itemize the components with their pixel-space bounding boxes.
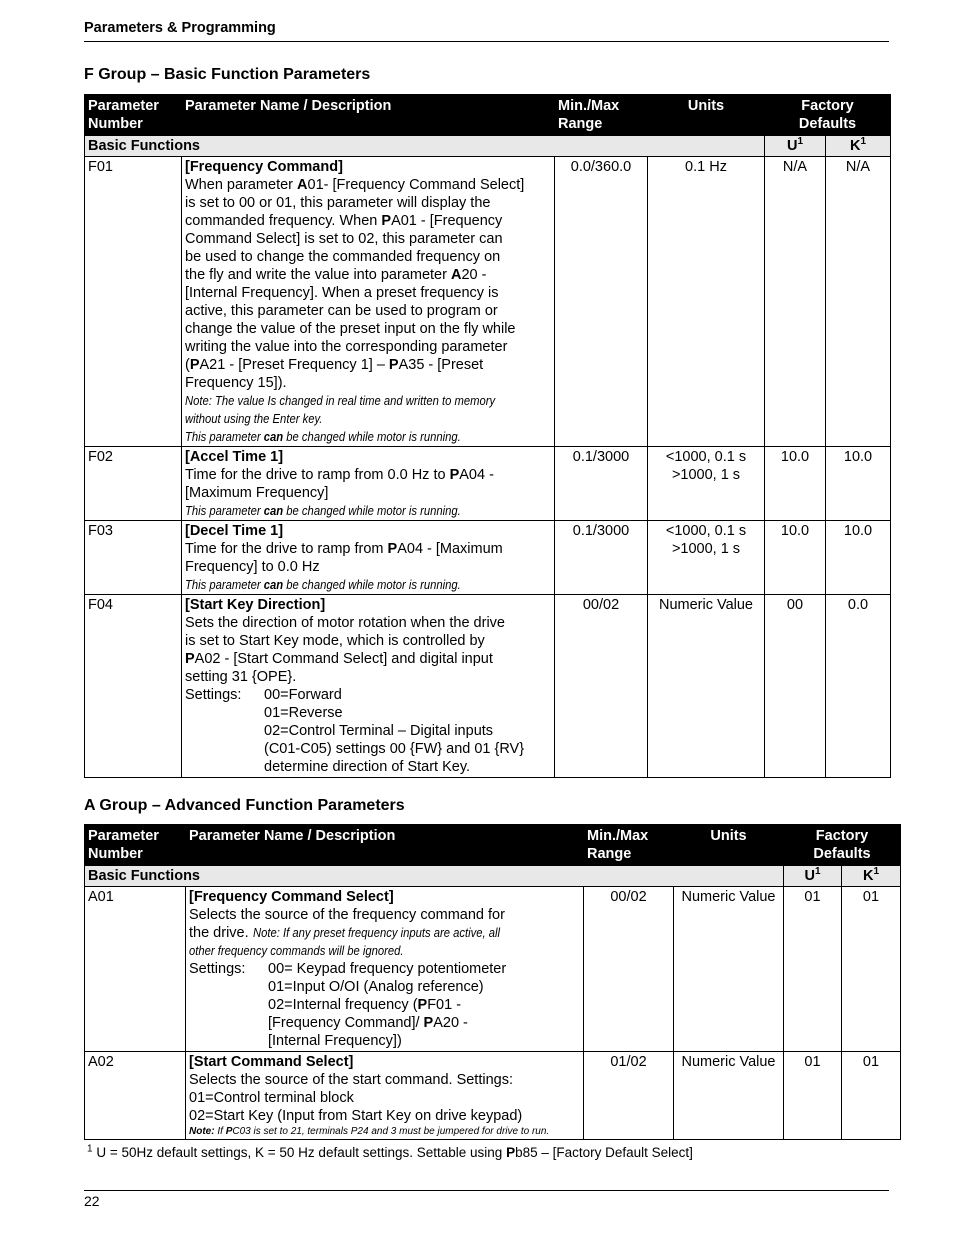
param-units: Numeric Value <box>648 595 765 778</box>
param-description: [Frequency Command] When parameter A01- [Frequency Command Select] is set to 00 or 01, this parameter will display the commanded frequency. When PA01 - [Frequency Command Select] is set to 02, this parameter can be used to change the commanded frequency on the fly and write the value into parameter A20 - [Internal Frequency]. When a preset frequency is active, this parameter can be used to program or change the value of the preset input on the fly while writing the value into the corresponding parameter (PA21 - [Preset Frequency 1] – PA35 - [Preset Frequency 15]). Note: The value Is changed in real time and written to memory without using the Enter key. This parameter can be changed while motor is running. <box>182 157 555 447</box>
default-u: 10.0 <box>765 447 826 521</box>
col-units: Units <box>674 825 784 866</box>
default-k: N/A <box>826 157 891 447</box>
table-row <box>85 521 891 595</box>
col-units: Units <box>648 95 765 136</box>
a-subheader-row <box>85 866 901 887</box>
a-group-table <box>84 824 901 1140</box>
param-description: [Decel Time 1] Time for the drive to ramp from PA04 - [Maximum Frequency] to 0.0 Hz This parameter can be changed while motor is running. <box>182 521 555 595</box>
u-column-label: $U^1$ <box>765 136 826 157</box>
f-group-title: F Group – Basic Function Parameters <box>84 66 371 83</box>
default-u: 01 <box>784 1052 842 1140</box>
default-k: 01 <box>842 887 901 1052</box>
param-units: <1000, 0.1 s >1000, 1 s <box>648 447 765 521</box>
param-description: [Start Command Select] Selects the source of the start command. Settings: 01=Control terminal block 02=Start Key (Input from Start Key on drive keypad) Note: If PC03 is set to 21, terminals P24 and 3 must be jumpered for drive to run. <box>186 1052 584 1140</box>
col-param-number: Parameter Number <box>85 95 182 136</box>
col-factory-defaults: Factory Defaults <box>765 95 891 136</box>
a-group-title: A Group – Advanced Function Parameters <box>84 797 405 814</box>
param-range: 01/02 <box>584 1052 674 1140</box>
f-header-row <box>85 95 891 136</box>
table-row <box>85 595 891 778</box>
param-range: 00/02 <box>584 887 674 1052</box>
col-range: Min./Max Range <box>584 825 674 866</box>
footnote: $^1$ U = 50Hz default settings, K = 50 Hz default settings. Settable using Pb85 – [Factory Default Select] <box>87 1143 693 1160</box>
param-description: [Frequency Command Select] Selects the source of the frequency command for the drive. Note: If any preset frequency inputs are active, all other frequency commands will be ignored. Settings: 00= Keypad frequency potentiometer 01=Input O/OI (Analog reference) 02=Internal frequency (PF01 - [Frequency Command]/ PA20 - [Internal Frequency]) <box>186 887 584 1052</box>
col-param-name: Parameter Name / Description <box>186 825 584 866</box>
k-column-label: $K^1$ <box>826 136 891 157</box>
param-number: F01 <box>85 157 182 447</box>
default-u: 00 <box>765 595 826 778</box>
table-row <box>85 887 901 1052</box>
param-number: A01 <box>85 887 186 1052</box>
col-range: Min./Max Range <box>555 95 648 136</box>
u-column-label: $U^1$ <box>784 866 842 887</box>
table-row <box>85 447 891 521</box>
footer-rule <box>84 1190 889 1191</box>
param-units: 0.1 Hz <box>648 157 765 447</box>
table-row <box>85 1052 901 1140</box>
param-number: A02 <box>85 1052 186 1140</box>
col-factory-defaults: Factory Defaults <box>784 825 901 866</box>
default-k: 10.0 <box>826 521 891 595</box>
header-rule <box>84 41 889 42</box>
basic-functions-label: Basic Functions <box>85 136 765 157</box>
param-units: Numeric Value <box>674 887 784 1052</box>
param-range: 0.1/3000 <box>555 447 648 521</box>
default-k: 0.0 <box>826 595 891 778</box>
param-range: 0.0/360.0 <box>555 157 648 447</box>
param-description: [Start Key Direction] Sets the direction of motor rotation when the drive is set to Start Key mode, which is controlled by PA02 - [Start Command Select] and digital input setting 31 {OPE}. Settings: 00=Forward 01=Reverse 02=Control Terminal – Digital inputs (C01-C05) settings 00 {FW} and 01 {RV} determine direction of Start Key. <box>182 595 555 778</box>
default-k: 01 <box>842 1052 901 1140</box>
f-group-table <box>84 94 891 778</box>
col-param-name: Parameter Name / Description <box>182 95 555 136</box>
param-number: F04 <box>85 595 182 778</box>
a-header-row <box>85 825 901 866</box>
default-u: 01 <box>784 887 842 1052</box>
param-description: [Accel Time 1] Time for the drive to ramp from 0.0 Hz to PA04 - [Maximum Frequency] This parameter can be changed while motor is running. <box>182 447 555 521</box>
default-k: 10.0 <box>826 447 891 521</box>
default-u: N/A <box>765 157 826 447</box>
f-subheader-row <box>85 136 891 157</box>
k-column-label: $K^1$ <box>842 866 901 887</box>
param-range: 0.1/3000 <box>555 521 648 595</box>
param-units: Numeric Value <box>674 1052 784 1140</box>
param-range: 00/02 <box>555 595 648 778</box>
running-header: Parameters & Programming <box>84 20 276 36</box>
param-units: <1000, 0.1 s >1000, 1 s <box>648 521 765 595</box>
param-number: F03 <box>85 521 182 595</box>
basic-functions-label: Basic Functions <box>85 866 784 887</box>
page-number: 22 <box>84 1193 100 1209</box>
param-number: F02 <box>85 447 182 521</box>
col-param-number: Parameter Number <box>85 825 186 866</box>
table-row <box>85 157 891 447</box>
default-u: 10.0 <box>765 521 826 595</box>
